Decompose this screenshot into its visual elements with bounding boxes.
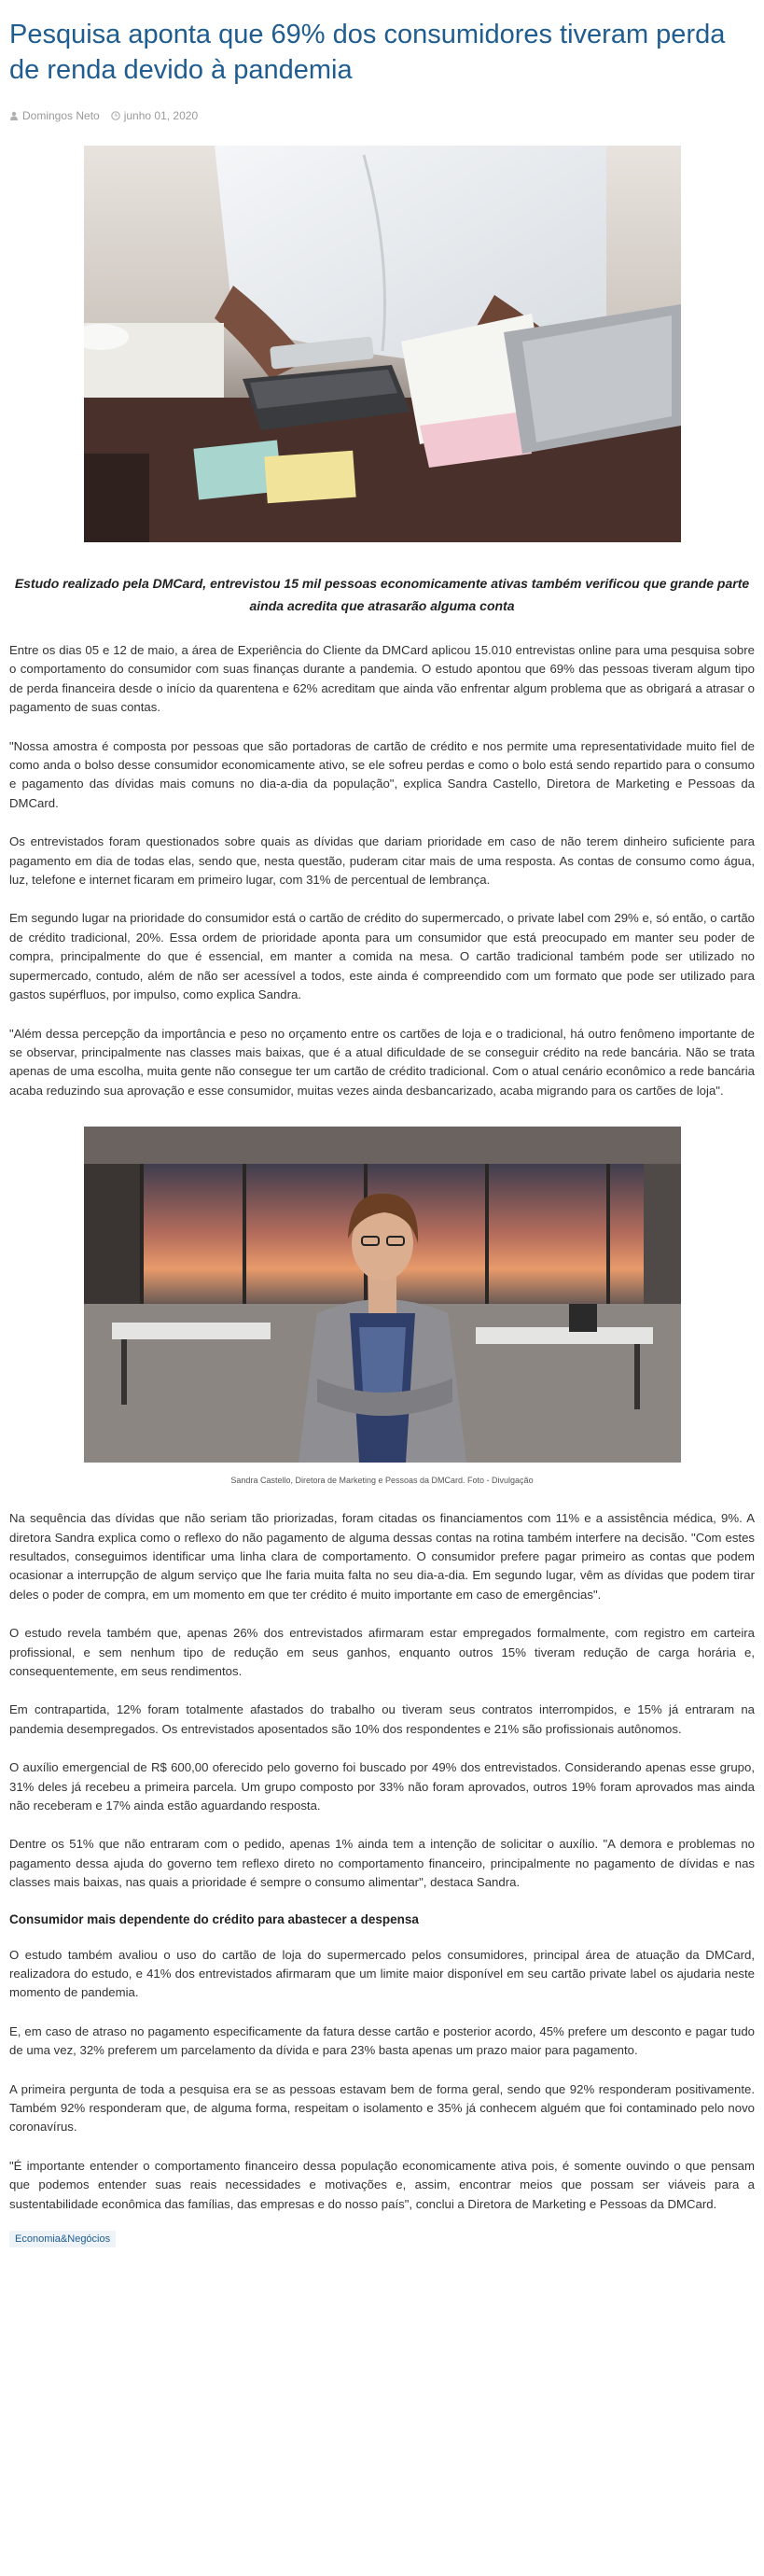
paragraph-6: Na sequência das dívidas que não seriam tão priorizadas, foram citadas os financiamentos com 11% e a assistência médica, 9%. A diretora Sandra explica como o reflexo do não pagamento de alguma dessas contas na rotina também interfere na decisão. "Com estes resultados, conseguimos identificar uma linha clara de comportamento. O consumidor prefere pagar primeiro as contas que podem ocasionar a interrupção de algum serviço que lhe faria muita falta no seu dia-a-dia. Em segundo lugar, vêm as dívidas que podem tirar deles o poder de compra, em um momento em que ter crédito é muito importante em caso de emergências".	[9, 1511, 755, 1602]
paragraph-14: "É importante entender o comportamento financeiro dessa população economicamente ativa pois, é somente ouvindo o que pensam que podemos entender suas reais necessidades e motivações e, assim, encontrar meios que possam ser viáveis para a sustentabilidade econômica das famílias, das empresas e do nosso país", conclui a Diretora de Marketing e Pessoas da DMCard.	[9, 2158, 755, 2211]
user-icon	[9, 111, 19, 120]
author-name[interactable]: Domingos Neto	[22, 109, 100, 122]
category-tag[interactable]: Economia&Negócios	[9, 2231, 116, 2247]
paragraph-1: Entre os dias 05 e 12 de maio, a área de Experiência do Cliente da DMCard aplicou 15.010 entrevistas online para uma pesquisa sobre o comportamento do consumidor com suas finanças durante a pandemia. O estudo apontou que 69% das pessoas tiveram algum tipo de perda financeira desde o início da quarentena e 62% acreditam que ainda vão enfrentar algum problema que as obrigará a atrasar o pagamento de suas contas.	[9, 643, 755, 715]
paragraph-12: E, em caso de atraso no pagamento especificamente da fatura desse cartão e posterior acordo, 45% prefere um desconto e pagar tudo de uma vez, 32% preferem um parcelamento da dívida e para 23% basta apenas um prazo maior para pagamento.	[9, 2023, 755, 2058]
paragraph-13: A primeira pergunta de toda a pesquisa era se as pessoas estavam bem de forma geral, sendo que 92% responderam positivamente. Também 92% responderam que, de alguma forma, respeitam o isolamento e 35% já conhecem alguém que foi contaminado pelo novo coronavírus.	[9, 2081, 755, 2135]
paragraph-10: Dentre os 51% que não entraram com o pedido, apenas 1% ainda tem a intenção de solicitar o auxílio. "A demora e problemas no pagamento dessa ajuda do governo tem reflexo direto no comportamento financeiro, principalmente no pagamento de dívidas e nas classes mais baixas, nas quais a prioridade é sempre o consumo alimentar", destaca Sandra.	[9, 1837, 755, 1890]
section-heading: Consumidor mais dependente do crédito para abastecer a despensa	[9, 1911, 419, 1926]
paragraph-8: Em contrapartida, 12% foram totalmente afastados do trabalho ou tiveram seus contratos interrompidos, e 15% já entraram na pandemia desempregados. Os entrevistados aposentados são 10% dos respondentes e 21% são profissionais autônomos.	[9, 1702, 755, 1736]
paragraph-2: "Nossa amostra é composta por pessoas que são portadoras de cartão de crédito e nos permite uma representatividade muito fiel de como anda o bolso desse consumidor economicamente ativo, se ele sofreu perdas e como o bolo está sendo repartido para o consumo e pagamento das dívidas mais comuns no dia-a-dia da população", explica Sandra Castello, Diretora de Marketing e Pessoas da DMCard.	[9, 738, 755, 810]
paragraph-5: "Além dessa percepção da importância e peso no orçamento entre os cartões de loja e o tradicional, há outro fenômeno importante de se observar, principalmente nas classes mais baixas, que é a atual dificuldade de se conseguir crédito na rede bancária. Não se trata apenas de uma escolha, muita gente não consegue ter um cartão de crédito tradicional. Com o atual cenário econômico a rede bancária acaba reduzindo sua aprovação e esse consumidor, muitas vezes ainda desbancarizado, acaba migrando para os cartões de loja".	[9, 1026, 755, 1098]
paragraph-11: O estudo também avaliou o uso do cartão de loja do supermercado pelos consumidores, principal área de atuação da DMCard, realizadora do estudo, e 41% dos entrevistados afirmaram que um limite maior disponível em seu cartão private label os ajudaria neste momento de pandemia.	[9, 1947, 755, 2000]
article-image-sandra-castello	[84, 1127, 681, 1463]
image-caption: Sandra Castello, Diretora de Marketing e Pessoas da DMCard. Foto - Divulgação	[230, 1476, 534, 1486]
clock-icon	[111, 111, 120, 120]
publish-date: junho 01, 2020	[123, 109, 199, 122]
paragraph-4: Em segundo lugar na prioridade do consumidor está o cartão de crédito do supermercado, o private label com 29% e, só então, o cartão de crédito tradicional, 20%. Essa ordem de prioridade aponta para um consumidor que está preocupado em manter seu poder de compra, principalmente do que é essencial, em manter a comida na mesa. O cartão tradicional também pode ser utilizado no supermercado, contudo, além de não ser acessível a todos, este ainda é compreendido com um formato que pode ser utilizado para gastos supérfluos, por impulso, como explica Sandra.	[9, 911, 755, 1002]
article-meta	[9, 108, 755, 123]
article-title: Pesquisa aponta que 69% dos consumidores tiveram perda de renda devido à pandemia	[9, 20, 726, 85]
paragraph-9: O auxílio emergencial de R$ 600,00 oferecido pelo governo foi buscado por 49% dos entrevistados. Considerando apenas esse grupo, 31% deles já recebeu a primeira parcela. Um grupo composto por 33% não foram aprovados, outros 19% foram aprovados mas ainda não receberam e 17% ainda estão aguardando resposta.	[9, 1760, 755, 1813]
paragraph-7: O estudo revela também que, apenas 26% dos entrevistados afirmaram estar empregados formalmente, com registro em carteira profissional, e sem nenhum tipo de redução em seus ganhos, enquanto outros 15% tiveram redução de carga horária e, consequentemente, em seus rendimentos.	[9, 1626, 755, 1678]
paragraph-3: Os entrevistados foram questionados sobre quais as dívidas que dariam prioridade em caso de não terem dinheiro suficiente para pagamento em dia de todas elas, sendo que, nesta questão, puderam citar mais de uma resposta. As contas de consumo como água, luz, telefone e internet ficaram em primeiro lugar, com 31% de percentual de lembrança.	[9, 834, 755, 888]
article-lead: Estudo realizado pela DMCard, entrevistou 15 mil pessoas economicamente ativas também verificou que grande parte ainda acredita que atrasarão alguma conta	[14, 576, 750, 613]
article-image-calculator	[84, 146, 681, 542]
